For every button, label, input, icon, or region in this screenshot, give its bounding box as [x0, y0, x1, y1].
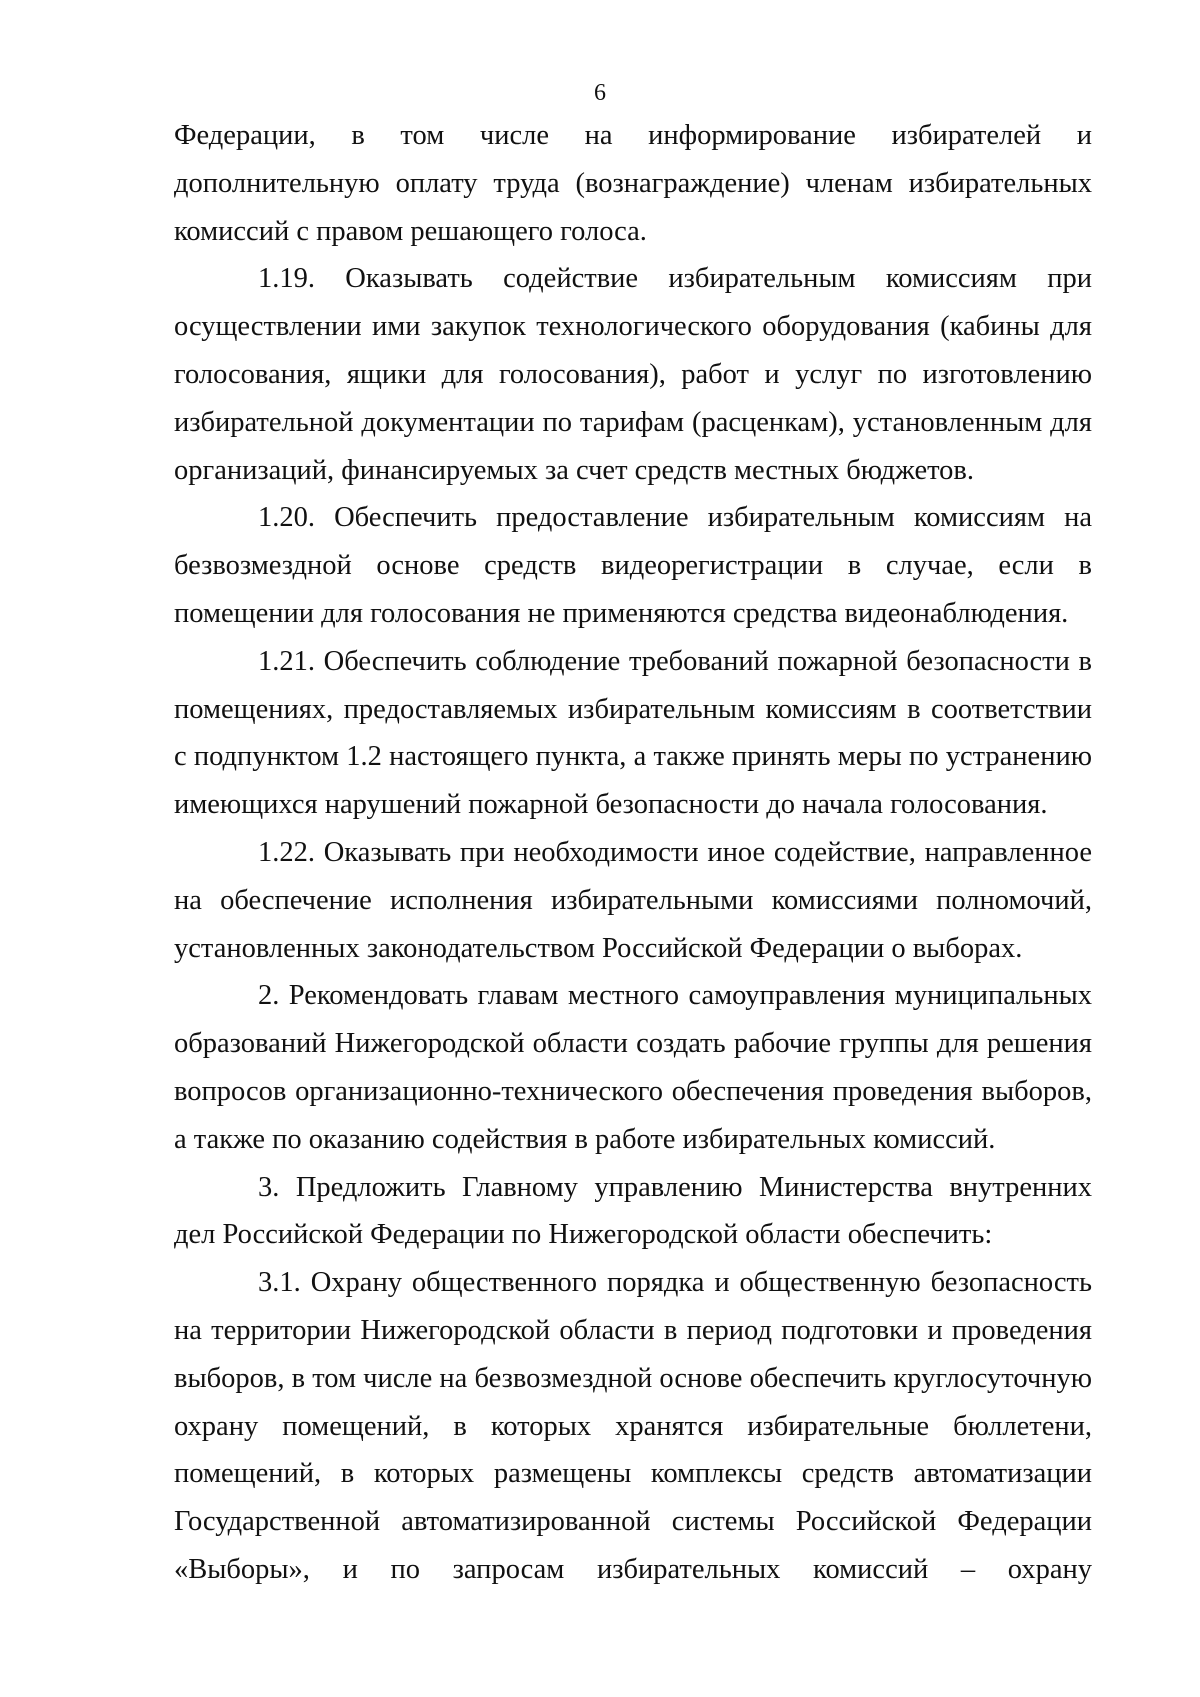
paragraph-continuation: Федерации, в том числе на информирование избирателей и дополнительную оплату труда (вознаграждение) членам избирательных комиссий с правом решающего голоса. — [174, 120, 1092, 247]
paragraph-1-20: 1.20. Обеспечить предоставление избирательным комиссиям на безвозмездной основе средств видеорегистрации в случае, если в помещении для голосования не применяются средства видеонаблюдения. — [174, 502, 1092, 629]
paragraph-1-21: 1.21. Обеспечить соблюдение требований пожарной безопасности в помещениях, предоставляемых избирательным комиссиям в соответствии с подпунктом 1.2 настоящего пункта, а также принять меры по устранению имеющихся нарушений пожарной безопасности до начала голосования. — [174, 645, 1092, 821]
paragraph-2: 2. Рекомендовать главам местного самоуправления муниципальных образований Нижегородской области создать рабочие группы для решения вопросов организационно-технического обеспечения проведения выборов, а также по оказанию содействия в работе избирательных комиссий. — [174, 980, 1092, 1155]
paragraph-3: 3. Предложить Главному управлению Министерства внутренних дел Российской Федерации по Нижегородской области обеспечить: — [174, 1171, 1092, 1251]
document-body — [174, 112, 1092, 1594]
paragraph-1-19: 1.19. Оказывать содействие избирательным комиссиям при осуществлении ими закупок технологического оборудования (кабины для голосования, ящики для голосования), работ и услуг по изготовлению избирательной документации по тарифам (расценкам), установленным для организаций, финансируемых за счет средств местных бюджетов. — [174, 263, 1092, 486]
paragraph-1-22: 1.22. Оказывать при необходимости иное содействие, направленное на обеспечение исполнения избирательными комиссиями полномочий, установленных законодательством Российской Федерации о выборах. — [174, 836, 1092, 964]
paragraph-3-1: 3.1. Охрану общественного порядка и общественную безопасность на территории Нижегородской области в период подготовки и проведения выборов, в том числе на безвозмездной основе обеспечить круглосуточную охрану помещений, в которых хранятся избирательные бюллетени, помещений, в которых размещены комплексы средств автоматизации Государственной автоматизированной системы Российской Федерации «Выборы», и по запросам избирательных комиссий – охрану — [174, 1267, 1092, 1585]
page-number: 6 — [594, 80, 606, 106]
